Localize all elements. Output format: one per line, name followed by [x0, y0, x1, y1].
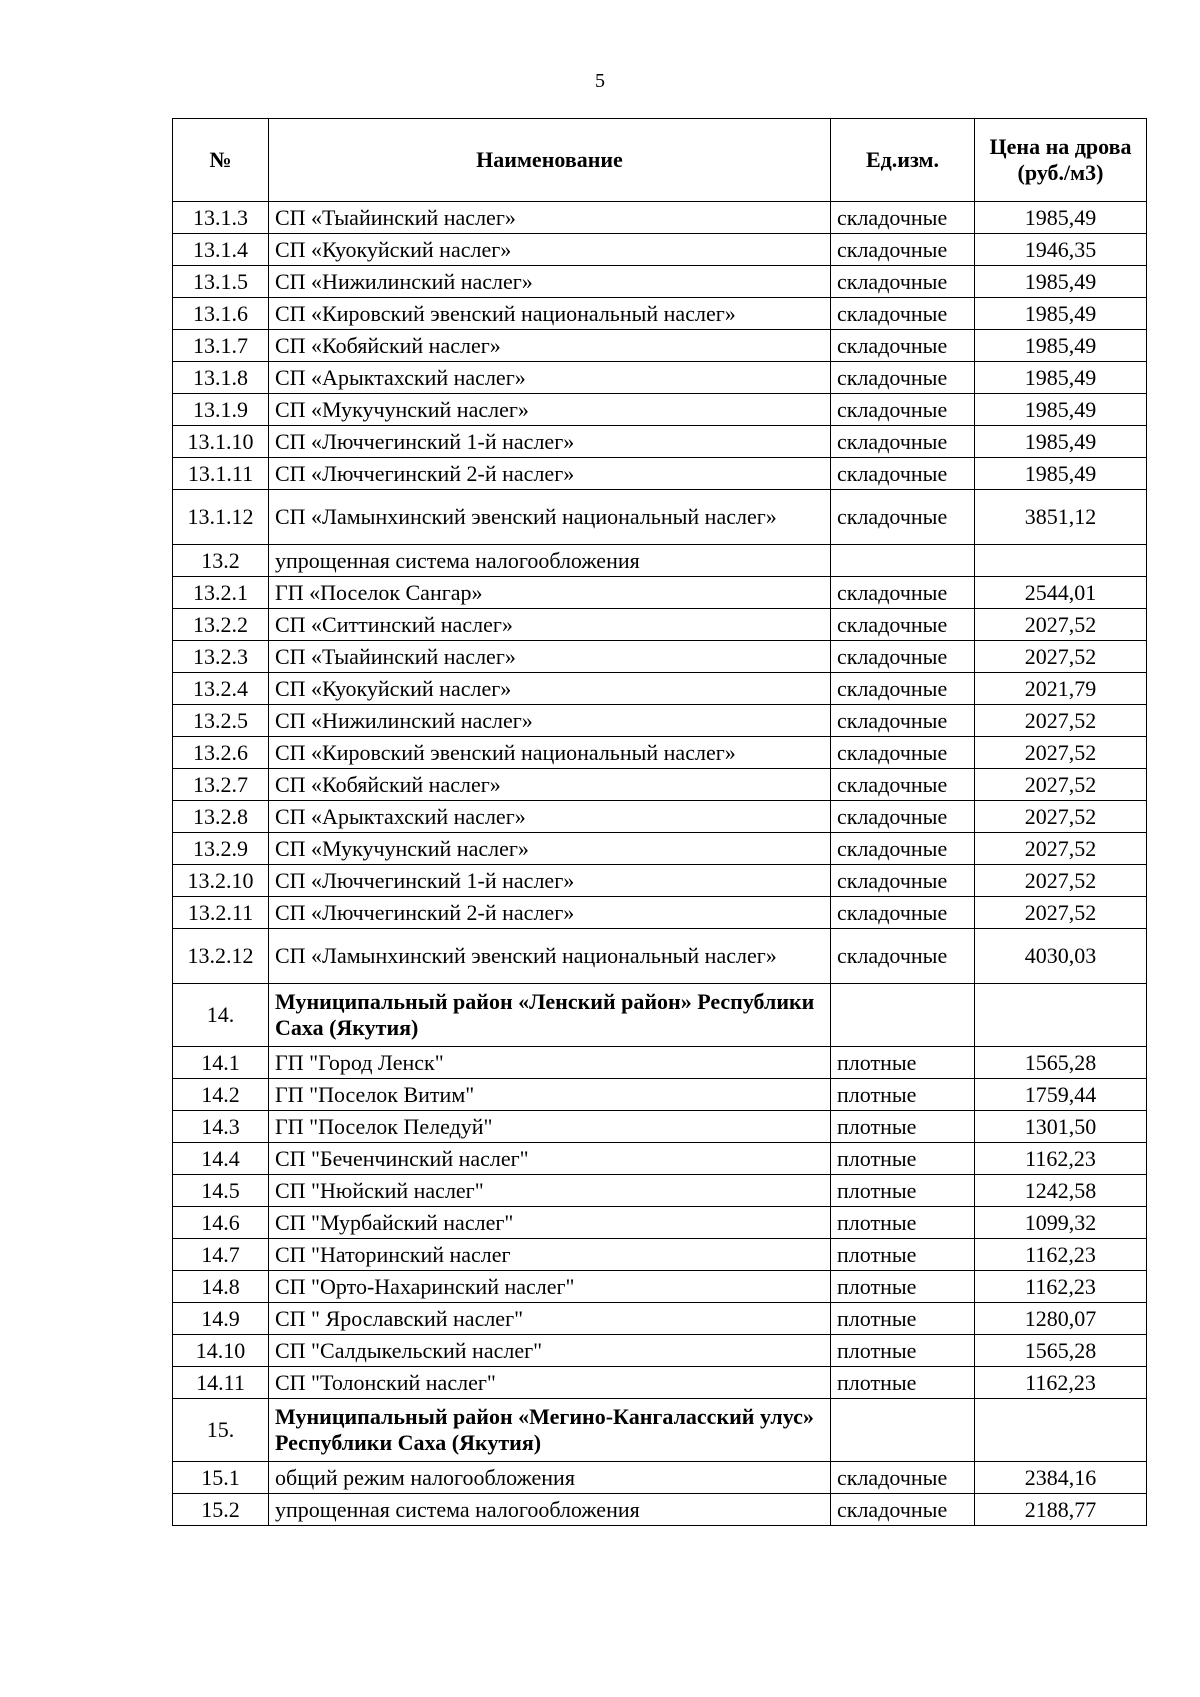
cell-price: 2188,77: [975, 1494, 1147, 1526]
table-row: [173, 1271, 1147, 1303]
table-row: [173, 1303, 1147, 1335]
cell-name: СП «Люччегинский 2-й наслег»: [269, 897, 831, 929]
cell-price: 1162,23: [975, 1271, 1147, 1303]
table-row: [173, 1239, 1147, 1271]
cell-number: 14.10: [173, 1335, 269, 1367]
cell-number: 13.2.6: [173, 737, 269, 769]
cell-number: 15.2: [173, 1494, 269, 1526]
cell-price: 2027,52: [975, 865, 1147, 897]
table-row: [173, 202, 1147, 234]
cell-unit: складочные: [831, 234, 975, 266]
table-row: [173, 1367, 1147, 1399]
cell-name: Муниципальный район «Мегино-Кангаласский улус» Республики Саха (Якутия): [269, 1399, 831, 1462]
cell-number: 13.2.12: [173, 929, 269, 984]
cell-unit: плотные: [831, 1143, 975, 1175]
cell-name: СП «Люччегинский 1-й наслег»: [269, 865, 831, 897]
cell-name: СП «Люччегинский 2-й наслег»: [269, 458, 831, 490]
cell-unit: складочные: [831, 330, 975, 362]
cell-price: 1985,49: [975, 266, 1147, 298]
table-row: [173, 1175, 1147, 1207]
cell-number: 13.1.7: [173, 330, 269, 362]
cell-name: СП "Беченчинский наслег": [269, 1143, 831, 1175]
cell-price: 1162,23: [975, 1367, 1147, 1399]
cell-price: 1099,32: [975, 1207, 1147, 1239]
cell-name: СП "Толонский наслег": [269, 1367, 831, 1399]
cell-price: 2027,52: [975, 737, 1147, 769]
cell-unit: [831, 984, 975, 1047]
cell-number: 13.2.1: [173, 577, 269, 609]
cell-unit: плотные: [831, 1111, 975, 1143]
cell-number: 13.2: [173, 545, 269, 577]
header-price: Цена на дрова (руб./м3): [975, 119, 1147, 202]
cell-unit: складочные: [831, 897, 975, 929]
table-row: [173, 545, 1147, 577]
table-row: [173, 394, 1147, 426]
cell-number: 13.2.9: [173, 833, 269, 865]
table-row: [173, 1143, 1147, 1175]
cell-number: 15.1: [173, 1462, 269, 1494]
table-row: [173, 266, 1147, 298]
cell-price: 2021,79: [975, 673, 1147, 705]
cell-name: СП «Арыктахский наслег»: [269, 801, 831, 833]
cell-name: ГП "Поселок Витим": [269, 1079, 831, 1111]
cell-price: 1985,49: [975, 394, 1147, 426]
cell-number: 14.1: [173, 1047, 269, 1079]
cell-price: 1242,58: [975, 1175, 1147, 1207]
cell-unit: складочные: [831, 641, 975, 673]
cell-price: 2027,52: [975, 897, 1147, 929]
cell-name: СП «Мукучунский наслег»: [269, 833, 831, 865]
cell-number: 13.1.3: [173, 202, 269, 234]
cell-number: 13.1.10: [173, 426, 269, 458]
cell-name: СП "Мурбайский наслег": [269, 1207, 831, 1239]
cell-name: упрощенная система налогообложения: [269, 1494, 831, 1526]
table-row: [173, 897, 1147, 929]
cell-price: 1985,49: [975, 362, 1147, 394]
cell-name: СП «Кобяйский наслег»: [269, 769, 831, 801]
cell-price: 2027,52: [975, 769, 1147, 801]
table-row: [173, 1494, 1147, 1526]
cell-unit: складочные: [831, 609, 975, 641]
firewood-price-table: [172, 118, 1147, 1526]
cell-price: 1985,49: [975, 202, 1147, 234]
cell-number: 15.: [173, 1399, 269, 1462]
table-row: [173, 801, 1147, 833]
cell-price: 1301,50: [975, 1111, 1147, 1143]
table-row: [173, 234, 1147, 266]
cell-price: 2544,01: [975, 577, 1147, 609]
cell-number: 14.6: [173, 1207, 269, 1239]
header-unit: Ед.изм.: [831, 119, 975, 202]
cell-unit: складочные: [831, 266, 975, 298]
cell-number: 13.2.4: [173, 673, 269, 705]
cell-name: СП «Тыайинский наслег»: [269, 202, 831, 234]
table-row: [173, 641, 1147, 673]
cell-price: [975, 984, 1147, 1047]
cell-unit: складочные: [831, 769, 975, 801]
cell-name: СП "Нюйский наслег": [269, 1175, 831, 1207]
cell-unit: складочные: [831, 1462, 975, 1494]
cell-number: 14.5: [173, 1175, 269, 1207]
cell-unit: складочные: [831, 202, 975, 234]
cell-number: 14.3: [173, 1111, 269, 1143]
cell-name: ГП «Поселок Сангар»: [269, 577, 831, 609]
cell-number: 13.2.10: [173, 865, 269, 897]
cell-unit: складочные: [831, 705, 975, 737]
cell-name: СП "Орто-Нахаринский наслег": [269, 1271, 831, 1303]
cell-price: 1162,23: [975, 1143, 1147, 1175]
table-row: [173, 1111, 1147, 1143]
cell-price: 1162,23: [975, 1239, 1147, 1271]
table-row: [173, 490, 1147, 545]
cell-unit: складочные: [831, 577, 975, 609]
cell-name: СП "Наторинский наслег: [269, 1239, 831, 1271]
cell-name: СП «Кобяйский наслег»: [269, 330, 831, 362]
cell-unit: [831, 1399, 975, 1462]
cell-name: СП «Нижилинский наслег»: [269, 705, 831, 737]
cell-number: 14.4: [173, 1143, 269, 1175]
table-row: [173, 1462, 1147, 1494]
cell-name: СП «Тыайинский наслег»: [269, 641, 831, 673]
table-row: [173, 929, 1147, 984]
table-row: [173, 737, 1147, 769]
cell-unit: складочные: [831, 929, 975, 984]
page-number: 5: [595, 70, 605, 92]
cell-price: 1565,28: [975, 1047, 1147, 1079]
cell-price: 1759,44: [975, 1079, 1147, 1111]
table-row: [173, 1335, 1147, 1367]
table-section-row: [173, 1399, 1147, 1462]
table-row: [173, 577, 1147, 609]
cell-number: 13.2.8: [173, 801, 269, 833]
cell-unit: складочные: [831, 865, 975, 897]
cell-number: 13.1.8: [173, 362, 269, 394]
cell-number: 13.1.5: [173, 266, 269, 298]
cell-number: 13.1.4: [173, 234, 269, 266]
table-row: [173, 458, 1147, 490]
table-section-row: [173, 984, 1147, 1047]
cell-unit: плотные: [831, 1047, 975, 1079]
cell-unit: складочные: [831, 362, 975, 394]
cell-number: 14.8: [173, 1271, 269, 1303]
cell-name: СП «Арыктахский наслег»: [269, 362, 831, 394]
table-row: [173, 705, 1147, 737]
cell-price: 2027,52: [975, 705, 1147, 737]
cell-number: 14.7: [173, 1239, 269, 1271]
cell-unit: плотные: [831, 1239, 975, 1271]
cell-name: СП «Ламынхинский эвенский национальный наслег»: [269, 929, 831, 984]
cell-name: Муниципальный район «Ленский район» Республики Саха (Якутия): [269, 984, 831, 1047]
cell-number: 14.11: [173, 1367, 269, 1399]
table-row: [173, 298, 1147, 330]
cell-price: 1946,35: [975, 234, 1147, 266]
cell-unit: плотные: [831, 1335, 975, 1367]
cell-unit: плотные: [831, 1207, 975, 1239]
cell-unit: плотные: [831, 1079, 975, 1111]
cell-unit: [831, 545, 975, 577]
cell-price: 1985,49: [975, 426, 1147, 458]
cell-name: СП «Кировский эвенский национальный наслег»: [269, 737, 831, 769]
cell-unit: складочные: [831, 298, 975, 330]
cell-price: 1985,49: [975, 330, 1147, 362]
cell-name: СП " Ярославский наслег": [269, 1303, 831, 1335]
cell-price: 2027,52: [975, 801, 1147, 833]
cell-unit: плотные: [831, 1271, 975, 1303]
cell-number: 13.1.12: [173, 490, 269, 545]
cell-unit: складочные: [831, 458, 975, 490]
header-name: Наименование: [269, 119, 831, 202]
cell-price: 2384,16: [975, 1462, 1147, 1494]
cell-price: 2027,52: [975, 833, 1147, 865]
cell-name: СП «Люччегинский 1-й наслег»: [269, 426, 831, 458]
header-number: №: [173, 119, 269, 202]
cell-unit: плотные: [831, 1175, 975, 1207]
cell-price: 2027,52: [975, 609, 1147, 641]
table-row: [173, 330, 1147, 362]
cell-price: 3851,12: [975, 490, 1147, 545]
cell-unit: складочные: [831, 801, 975, 833]
cell-unit: складочные: [831, 394, 975, 426]
cell-number: 13.2.2: [173, 609, 269, 641]
cell-name: СП «Кировский эвенский национальный наслег»: [269, 298, 831, 330]
cell-price: 2027,52: [975, 641, 1147, 673]
cell-name: СП «Нижилинский наслег»: [269, 266, 831, 298]
cell-number: 14.2: [173, 1079, 269, 1111]
cell-number: 13.1.11: [173, 458, 269, 490]
cell-number: 14.: [173, 984, 269, 1047]
cell-unit: складочные: [831, 833, 975, 865]
cell-name: СП «Ламынхинский эвенский национальный наслег»: [269, 490, 831, 545]
cell-name: общий режим налогообложения: [269, 1462, 831, 1494]
cell-number: 13.1.6: [173, 298, 269, 330]
cell-name: СП «Ситтинский наслег»: [269, 609, 831, 641]
table-row: [173, 865, 1147, 897]
cell-unit: складочные: [831, 426, 975, 458]
cell-price: 4030,03: [975, 929, 1147, 984]
table-row: [173, 1079, 1147, 1111]
cell-unit: складочные: [831, 1494, 975, 1526]
cell-name: СП «Мукучунский наслег»: [269, 394, 831, 426]
table-row: [173, 833, 1147, 865]
cell-number: 14.9: [173, 1303, 269, 1335]
cell-number: 13.2.7: [173, 769, 269, 801]
cell-name: ГП "Город Ленск": [269, 1047, 831, 1079]
table-row: [173, 1207, 1147, 1239]
table-row: [173, 769, 1147, 801]
cell-price: 1280,07: [975, 1303, 1147, 1335]
table-row: [173, 426, 1147, 458]
table-row: [173, 673, 1147, 705]
table-row: [173, 609, 1147, 641]
cell-name: ГП "Поселок Пеледуй": [269, 1111, 831, 1143]
cell-price: [975, 1399, 1147, 1462]
table-row: [173, 1047, 1147, 1079]
cell-unit: складочные: [831, 737, 975, 769]
cell-name: СП «Куокуйский наслег»: [269, 234, 831, 266]
cell-price: [975, 545, 1147, 577]
cell-unit: плотные: [831, 1367, 975, 1399]
table-header-row: [173, 119, 1147, 202]
cell-price: 1565,28: [975, 1335, 1147, 1367]
table-body: [173, 202, 1147, 1526]
cell-name: СП "Салдыкельский наслег": [269, 1335, 831, 1367]
cell-name: упрощенная система налогообложения: [269, 545, 831, 577]
cell-number: 13.2.11: [173, 897, 269, 929]
cell-price: 1985,49: [975, 298, 1147, 330]
cell-name: СП «Куокуйский наслег»: [269, 673, 831, 705]
cell-unit: складочные: [831, 673, 975, 705]
cell-unit: плотные: [831, 1303, 975, 1335]
cell-price: 1985,49: [975, 458, 1147, 490]
cell-number: 13.1.9: [173, 394, 269, 426]
table-row: [173, 362, 1147, 394]
cell-unit: складочные: [831, 490, 975, 545]
cell-number: 13.2.3: [173, 641, 269, 673]
cell-number: 13.2.5: [173, 705, 269, 737]
